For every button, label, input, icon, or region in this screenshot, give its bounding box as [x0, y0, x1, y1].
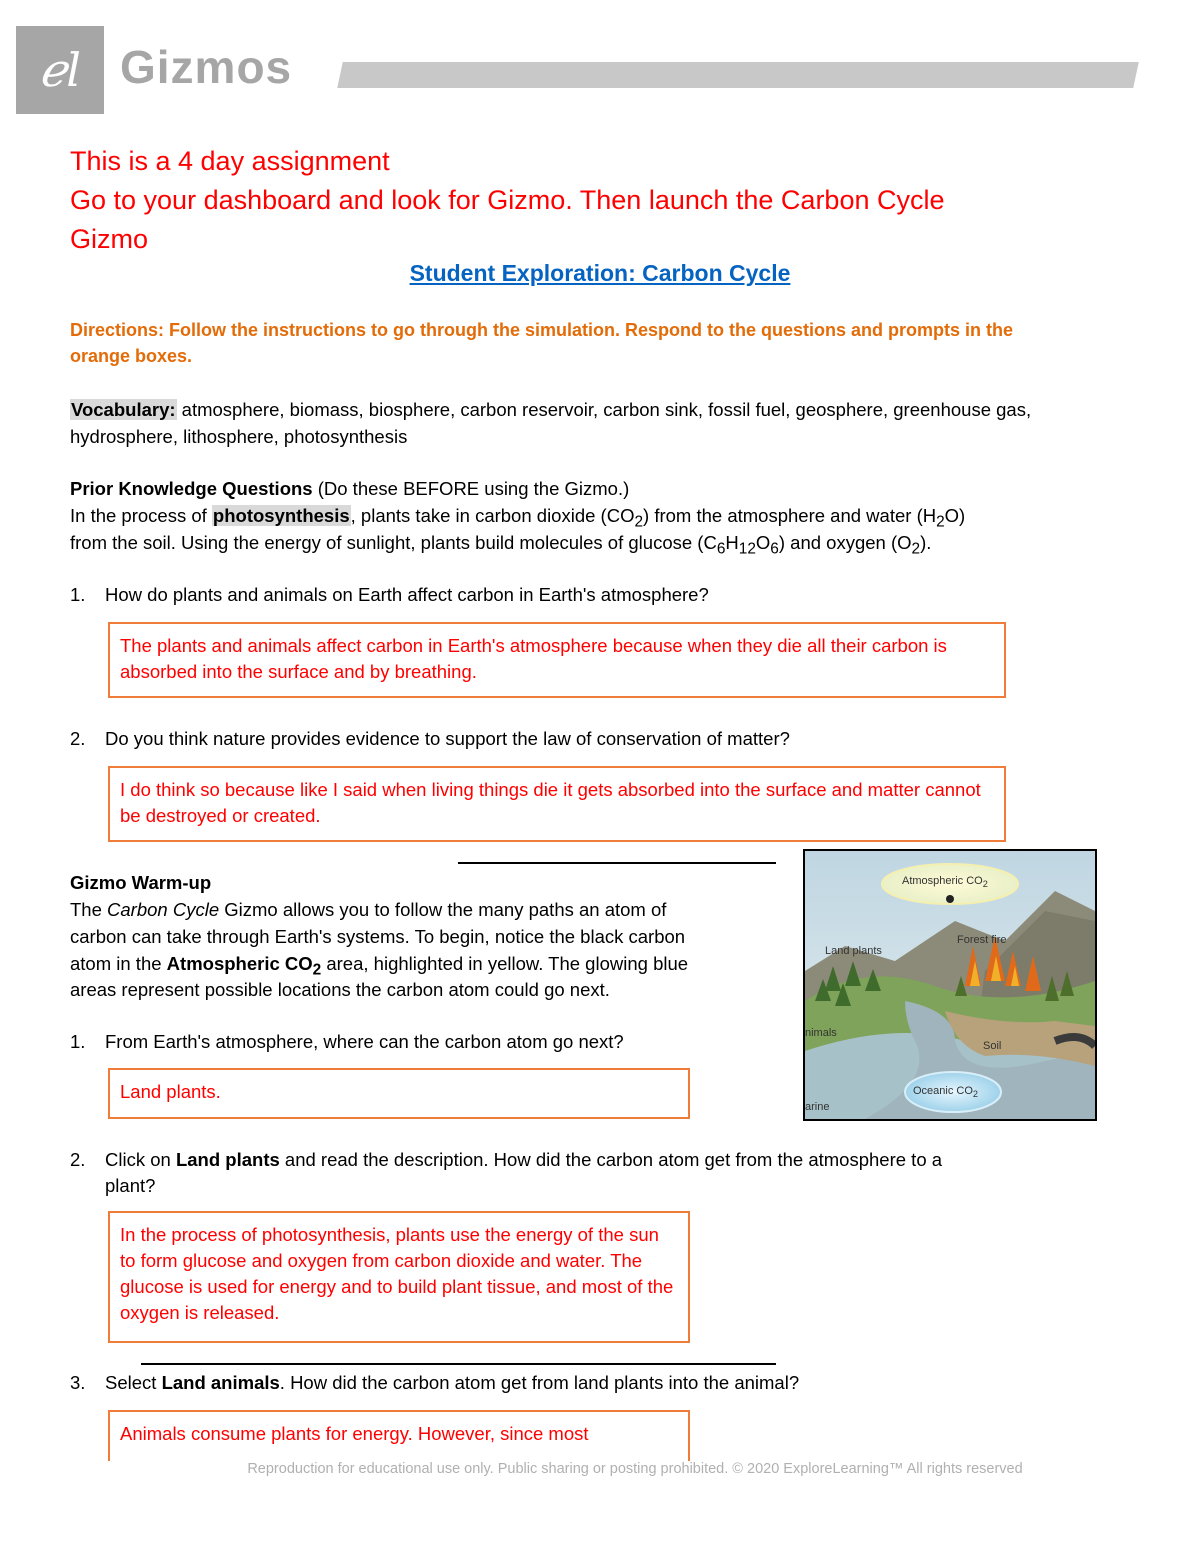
carbon-cycle-scene: [805, 851, 1095, 1119]
warmup-heading: [70, 869, 211, 896]
warmup-line-1: [70, 896, 800, 923]
text: The: [70, 899, 108, 920]
warmup-question-2: [70, 1147, 942, 1173]
page-title: Student Exploration: Carbon Cycle: [409, 260, 791, 286]
carbon-cycle-illustration: [803, 849, 1097, 1121]
text: atom in the: [70, 953, 167, 974]
question-number: 3.: [70, 1372, 86, 1393]
header-bar: [337, 62, 1139, 88]
question-number: 2.: [70, 728, 86, 749]
intro-line-3: Gizmo: [70, 224, 149, 254]
subscript: 6: [716, 540, 726, 558]
text: from the soil. Using the energy of sunlight, plants build molecules of glucose (C: [70, 532, 717, 553]
prior-question-1: [70, 582, 709, 608]
answer-box-warmup-2[interactable]: In the process of photosynthesis, plants use the energy of the sun to form glucose and oxygen from carbon dioxide and water. The glucose is used for energy and to build plant tissue, and most of the oxygen is released.: [108, 1211, 690, 1343]
answer-box-warmup-3[interactable]: Animals consume plants for energy. However, since most: [108, 1410, 690, 1461]
prior-note: (Do these BEFORE using the Gizmo.): [312, 478, 630, 499]
text: and read the description. How did the carbon atom get from the atmosphere to a: [279, 1149, 943, 1170]
label-text: Oceanic CO: [913, 1085, 973, 1097]
subscript: 2: [911, 540, 921, 558]
text: Gizmo allows you to follow the many paths an atom of: [219, 899, 667, 920]
question-number: 2.: [70, 1149, 86, 1170]
question-text: From Earth's atmosphere, where can the carbon atom go next?: [105, 1031, 624, 1052]
answer-box-prior-2[interactable]: I do think so because like I said when living things die it gets absorbed into the surface and matter cannot be destroyed or created.: [108, 766, 1006, 842]
text: Click on: [105, 1149, 176, 1170]
marine-label: arine: [805, 1101, 830, 1113]
text: O: [755, 532, 771, 553]
prior-knowledge-heading: [70, 475, 1150, 502]
subscript: 6: [770, 540, 779, 558]
divider-line: [141, 1363, 776, 1365]
warmup-question-1: [70, 1029, 624, 1055]
vocabulary: [70, 396, 1130, 450]
subscript: 2: [936, 513, 945, 531]
label-text: Atmospheric CO: [902, 875, 983, 887]
land-animals-label: nimals: [805, 1027, 837, 1039]
atmospheric-co2-label: [902, 875, 988, 889]
forest-fire-label: Forest fire: [957, 934, 1007, 946]
answer-box-warmup-1[interactable]: Land plants.: [108, 1068, 690, 1119]
text: . How did the carbon atom get from land plants into the animal?: [279, 1372, 800, 1393]
carbon-atom-icon: [946, 895, 954, 903]
text: Select: [105, 1372, 162, 1393]
photosynthesis-term: photosynthesis: [212, 505, 350, 526]
subscript: 12: [738, 540, 756, 558]
land-plants-label: Land plants: [825, 945, 882, 957]
divider-line: [458, 862, 776, 864]
brand-name: Gizmos: [120, 41, 293, 93]
question-number: 1.: [70, 584, 86, 605]
warmup-line-2: carbon can take through Earth's systems. To begin, notice the black carbon: [70, 926, 686, 947]
prior-paragraph-line-2: [70, 529, 1170, 563]
text: ).: [920, 532, 932, 553]
footer-copyright: Reproduction for educational use only. Public sharing or posting prohibited. © 2020 ExploreLearning™ All rights reserved: [247, 1461, 1023, 1477]
warmup-question-2-cont: plant?: [105, 1175, 156, 1196]
gizmos-logo: [16, 26, 104, 114]
prior-question-2: [70, 726, 790, 752]
atmospheric-co2-term: Atmospheric CO: [166, 953, 313, 974]
subscript: 2: [982, 879, 988, 890]
gizmo-name: Carbon Cycle: [107, 899, 220, 920]
subscript: 2: [312, 961, 322, 979]
question-number: 1.: [70, 1031, 86, 1052]
vocabulary-text: atmosphere, biomass, biosphere, carbon reservoir, carbon sink, fossil fuel, geosphere, greenhouse gas, hydrosphere, lithosphere, photosynthesis: [70, 399, 1032, 447]
soil-label: Soil: [983, 1040, 1002, 1052]
subscript: 2: [972, 1089, 979, 1100]
text: ) from the atmosphere and water (H: [643, 505, 937, 526]
intro-line-2: Go to your dashboard and look for Gizmo. Then launch the Carbon Cycle: [70, 185, 945, 215]
vocabulary-label: Vocabulary:: [71, 399, 176, 420]
oceanic-co2-label: [913, 1085, 978, 1099]
directions: Directions: Follow the instructions to go through the simulation. Respond to the questions and prompts in the orange boxes.: [70, 320, 1013, 366]
warmup-line-4: areas represent possible locations the carbon atom could go next.: [70, 979, 610, 1000]
question-text: Do you think nature provides evidence to support the law of conservation of matter?: [105, 728, 790, 749]
warmup-heading-text: Gizmo Warm-up: [70, 872, 212, 893]
land-plants-term: Land plants: [175, 1149, 280, 1170]
question-text: How do plants and animals on Earth affect carbon in Earth's atmosphere?: [105, 584, 709, 605]
text: In the process of: [70, 505, 212, 526]
text: area, highlighted in yellow. The glowing blue: [321, 953, 689, 974]
text: O): [944, 505, 966, 526]
explorelearning-logo-icon: ℯl: [39, 43, 81, 97]
intro-line-1: This is a 4 day assignment: [70, 146, 390, 176]
warmup-question-3: [70, 1370, 799, 1396]
subscript: 2: [634, 513, 644, 531]
text: H: [725, 532, 739, 553]
prior-heading: Prior Knowledge Questions: [70, 478, 313, 499]
answer-box-prior-1[interactable]: The plants and animals affect carbon in Earth's atmosphere because when they die all their carbon is absorbed into the surface and by breathing.: [108, 622, 1006, 698]
text: , plants take in carbon dioxide (CO: [350, 505, 635, 526]
land-animals-term: Land animals: [161, 1372, 280, 1393]
text: ) and oxygen (O: [778, 532, 912, 553]
